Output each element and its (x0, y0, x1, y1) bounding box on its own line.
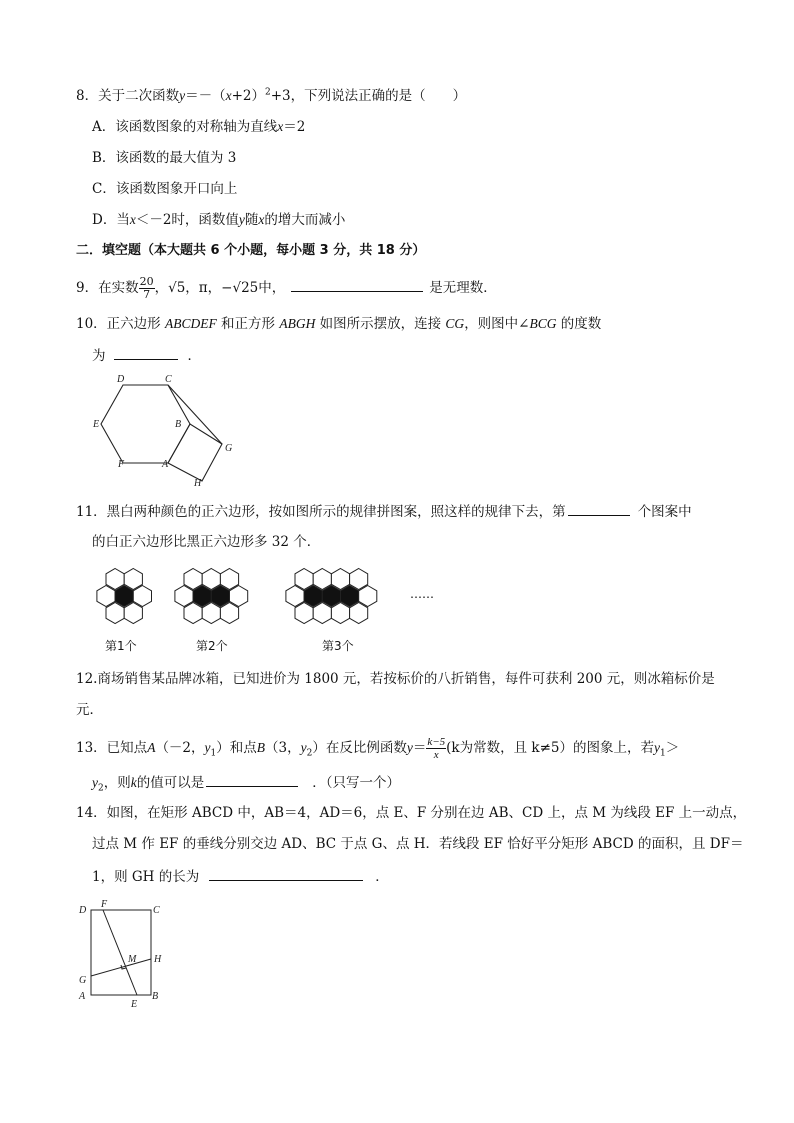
label-g: G (79, 975, 87, 986)
white-hexagon (220, 603, 238, 624)
white-hexagon (124, 569, 142, 590)
black-hexagon (341, 586, 359, 607)
q11-answer-blank[interactable] (568, 501, 630, 516)
rectangle-abcd (91, 910, 151, 995)
white-hexagon (313, 603, 331, 624)
label-e: E (131, 999, 138, 1010)
label-c: C (165, 374, 172, 385)
q8-option-d: D．当x＜－2时，函数值y随x的增大而减小 (92, 212, 346, 228)
white-hexagon (286, 586, 304, 607)
q8-option-a: A．该函数图象的对称轴为直线x＝2 (92, 119, 306, 135)
hexagon-pattern-figure (92, 562, 452, 658)
q13-line1: 13．已知点A（－2，$y_1$）和点B（3，$y_2$）在反比例函数y＝ $\frac{k-5}{x}$ (k为常数，且 k≠5）的图象上，若$y_1>$ (76, 736, 680, 761)
label-c: C (153, 905, 160, 916)
black-hexagon (304, 586, 322, 607)
ellipsis: …… (410, 587, 434, 601)
q10-line2: 为 ． (92, 345, 201, 366)
q14-line3: 1，则 GH 的长为 ． (92, 866, 389, 887)
q14-line2: 过点 M 作 EF 的垂线分别交边 AD、BC 于点 G、点 H．若线段 EF 恰好平分矩形 ABCD 的面积，且 DF＝ (92, 836, 744, 852)
segment-ef (103, 910, 137, 995)
q9-answer-blank[interactable] (291, 277, 423, 292)
white-hexagon (106, 603, 124, 624)
q8-stem: 8．关于二次函数$y=-(x+2)^2+3$，下列说法正确的是（ ） (76, 87, 467, 104)
q13-fraction: $\frac{k-5}{x}$ (427, 736, 446, 761)
black-hexagon (115, 586, 133, 607)
label-d: D (79, 905, 87, 916)
q14-answer-blank[interactable] (209, 866, 363, 881)
hexagon-square-figure (88, 372, 248, 488)
white-hexagon (313, 569, 331, 590)
section-heading: 二．填空题（本大题共 6 个小题，每小题 3 分，共 18 分） (76, 243, 426, 258)
q10-line1: 10．正六边形 ABCDEF 和正方形 ABGH 如图所示摆放，连接 CG，则图中∠BCG 的度数 (76, 316, 602, 332)
rectangle-figure (74, 896, 174, 1012)
q11-line2: 的白正六边形比黑正六边形多 32 个． (92, 534, 321, 550)
white-hexagon (295, 569, 313, 590)
label-b: B (175, 419, 182, 430)
q12-line1: 12.商场销售某品牌冰箱，已知进价为 1800 元，若按标价的八折销售，每件可获利 200 元，则冰箱标价是 (76, 671, 715, 687)
caption-2: 第2个 (196, 639, 228, 653)
white-hexagon (350, 603, 368, 624)
q8-option-c: C．该函数图象开口向上 (92, 181, 238, 197)
white-hexagon (331, 603, 349, 624)
label-a: A (162, 459, 169, 470)
q9-stem: 9．在实数 $\frac{20}{7}$ ，√5，π，−√25中， 是无理数． (76, 275, 497, 301)
q14-line1: 14．如图，在矩形 ABCD 中，AB＝4，AD＝6，点 E、F 分别在边 AB、CD 上，点 M 为线段 EF 上一动点， (76, 805, 747, 821)
white-hexagon (184, 569, 202, 590)
square-shape (168, 424, 222, 481)
label-h: H (194, 478, 202, 488)
white-hexagon (331, 569, 349, 590)
q13-line2: $y_2$，则k的值可以是 ．（只写一个） (92, 772, 400, 793)
q11-line1: 11．黑白两种颜色的正六边形，按如图所示的规律拼图案，照这样的规律下去，第 个图案中 (76, 501, 692, 522)
label-a: A (79, 991, 86, 1002)
white-hexagon (230, 586, 248, 607)
label-d: D (117, 374, 125, 385)
label-f: F (101, 899, 108, 910)
white-hexagon (295, 603, 313, 624)
q10-answer-blank[interactable] (114, 345, 178, 360)
white-hexagon (184, 603, 202, 624)
white-hexagon (97, 586, 115, 607)
caption-3: 第3个 (322, 639, 354, 653)
label-h: H (154, 954, 162, 965)
label-e: E (93, 419, 100, 430)
q12-line2: 元． (76, 702, 103, 718)
white-hexagon (124, 603, 142, 624)
caption-1: 第1个 (105, 639, 137, 653)
label-f: F (118, 459, 125, 470)
q8-option-b: B．该函数的最大值为 3 (92, 150, 237, 166)
label-b: B (152, 991, 159, 1002)
hexagon-tiles (97, 569, 377, 624)
q13-answer-blank[interactable] (206, 772, 298, 787)
white-hexagon (359, 586, 377, 607)
segment-cg (168, 385, 222, 444)
label-g: G (225, 443, 233, 454)
white-hexagon (220, 569, 238, 590)
black-hexagon (211, 586, 229, 607)
q9-fraction: $\frac{20}{7}$ (139, 275, 154, 301)
white-hexagon (133, 586, 151, 607)
segment-gh (91, 959, 151, 976)
black-hexagon (322, 586, 340, 607)
white-hexagon (202, 569, 220, 590)
white-hexagon (202, 603, 220, 624)
black-hexagon (193, 586, 211, 607)
white-hexagon (350, 569, 368, 590)
white-hexagon (106, 569, 124, 590)
white-hexagon (175, 586, 193, 607)
label-m: M (128, 954, 137, 965)
